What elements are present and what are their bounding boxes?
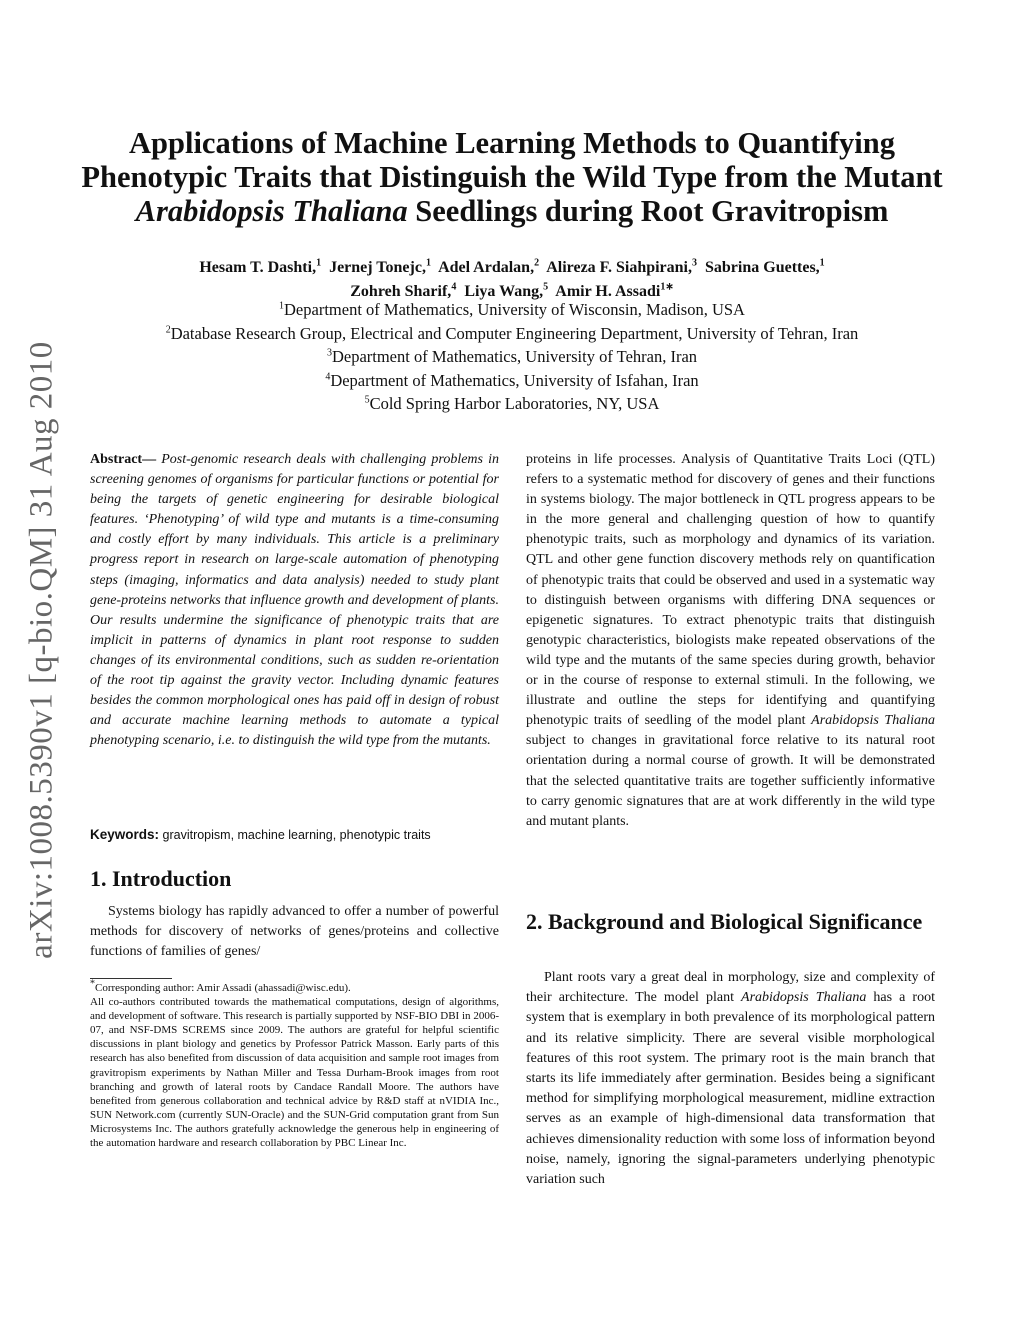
author-sup: 5 (543, 281, 549, 293)
title-line-2: Phenotypic Traits that Distinguish the Wild Type from the Mutant (81, 160, 943, 194)
author: Amir H. Assadi (555, 283, 661, 300)
keywords-label: Keywords: (90, 827, 160, 842)
background-text (526, 968, 935, 1190)
author-sup: 4 (451, 281, 457, 293)
affiliation-text: Database Research Group, Electrical and Computer Engineering Department, University of Tehran, Iran (170, 323, 859, 343)
affiliation-sup: 1 (279, 300, 285, 312)
intro-heading: 1. Introduction (90, 866, 232, 891)
author-sup: 2 (534, 257, 540, 269)
affiliations (80, 298, 944, 416)
affiliation-sup: 4 (325, 371, 331, 382)
abstract-label: Abstract— (90, 452, 157, 467)
intro-continued-text: proteins in life processes. Analysis of Quantitative Traits Loci (QTL) refers to a systematic method for discovery of genes and their functions in systems biology. The major bottleneck in QTL progress appears to be in the more general and challenging question of how to quantify phenotypic traits, such as morphology and dynamics of its variation. QTL and other gene function discovery methods rely on quantification of phenotypic traits that could be observed and used in a systematic way to distinguish between organisms with differing DNA sequences or epigenetic signatures. To extract phenotypic traits that distinguish genotypic characteristics, biologists make repeated observations of the wild type and the mutants of the same species during growth, behavior or in the course of response to external stimuli. In the following, we illustrate and outline the steps for identifying and quantifying phenotypic traits of seedling of the model plant (526, 452, 935, 729)
footnote-body: All co-authors contributed towards the mathematical computations, design of algorithms, and development of software. This research is partially supported by NSF-BIO DBI in 2006-07, and NSF-DMS SCREMS since 2009. The authors are grateful for helpful scientific discussions in plant biology and genetics by Professor Patrick Masson. Early parts of this research has also benefited from discussion of data acquisition and sample root images from gravitropism experiments by Nathan Miller and Tessa Durham-Brook images from root branching and growth of lateral roots by Candace Randall Moore. The authors have benefited from generous collaboration and technical advice by R&D staff at nVIDIA Inc., SUN Network.com (currently SUN-Oracle) and the SUN-Grid computation grant from Sun Microsystems Inc. The authors gratefully acknowledge the generous help in engineering of the automation hardware and research collaboration by PBC Linear Inc. (90, 996, 499, 1150)
author: Jernej Tonejc, (329, 259, 426, 276)
arxiv-id: arXiv:1008.5390v1 [q-bio.QM] 31 Aug 2010 (23, 341, 60, 959)
species-name: Arabidopsis Thaliana (741, 990, 867, 1006)
species-name: Arabidopsis Thaliana (135, 194, 408, 228)
footnote-corresponding (90, 978, 499, 995)
title-line-3 (80, 194, 944, 228)
affiliation-sup: 3 (326, 347, 332, 359)
corresponding-author: Corresponding author: Amir Assadi (ahassadi@wisc.edu). (95, 982, 351, 994)
author-sup: 3 (692, 257, 697, 269)
intro-continued (526, 450, 935, 832)
affiliation (80, 392, 944, 416)
author: Hesam T. Dashti, (199, 259, 317, 276)
affiliation (80, 298, 944, 322)
title-line-1: Applications of Machine Learning Methods to Quantifying (129, 126, 895, 160)
author-list (80, 256, 944, 304)
keywords-text: gravitropism, machine learning, phenotypic traits (159, 828, 431, 842)
author-sup: 1 (316, 257, 322, 269)
intro-text: Systems biology has rapidly advanced to offer a number of powerful methods for discovery of networks of genes/proteins and collective functions of families of genes/ (90, 904, 499, 960)
intro-continued-text-end: subject to changes in gravitational force relative to its natural root orientation during a normal course of growth. It will be demonstrated that the selected quantitative traits are together sufficiently informative to carry genomic signatures that are at work differently in the wild type and mutant plants. (526, 733, 935, 829)
arxiv-stamp (12, 330, 72, 970)
author: Zohreh Sharif, (350, 283, 452, 300)
author-sup: 1 (425, 257, 431, 269)
background-heading: 2. Background and Biological Significance (526, 909, 923, 934)
author-sup: 1∗ (660, 281, 674, 293)
affiliation-text: Department of Mathematics, University of Isfahan, Iran (330, 370, 699, 390)
affiliation-text: Cold Spring Harbor Laboratories, NY, USA (369, 394, 660, 413)
affiliation-text: Department of Mathematics, University of Wisconsin, Madison, USA (284, 300, 745, 319)
author: Adel Ardalan, (438, 259, 535, 276)
affiliation (80, 345, 944, 369)
abstract (90, 450, 499, 751)
background-text-start: Plant roots vary a great deal in morphology, size and complexity of their architecture. The model plant (526, 970, 935, 1006)
affiliation-text: Department of Mathematics, University of Tehran, Iran (331, 347, 698, 366)
affiliation-sup: 5 (364, 394, 370, 406)
author-line-1 (80, 256, 944, 280)
background-text-end: has a root system that is exemplary in both prevalence of its morphological pattern and its relative simplicity. There are several visible morphological features of this root system. The primary root is the main branch that starts its life immediately after germination. Besides being a significant method for simplifying morphological measurement, midline extraction serves as an example of high-dimensional data transformation that achieves dimensionality reduction with some loss of information beyond noise, namely, ignoring the signal-parameters underlying phenotypic variation such (526, 990, 935, 1188)
affiliation-sup: 2 (165, 324, 171, 335)
author: Liya Wang, (464, 283, 544, 300)
footnote-mark: * (90, 978, 95, 990)
affiliation (80, 322, 944, 346)
author: Sabrina Guettes, (705, 259, 820, 276)
affiliation (80, 369, 944, 393)
author-sup: 1 (819, 257, 825, 269)
paper-title (80, 126, 944, 228)
keywords (90, 826, 499, 844)
footnote-rule (90, 978, 172, 979)
abstract-text: Post-genomic research deals with challenging problems in screening genomes of organisms for particular functions or potential for being the targets of genetic engineering for desirable biological features. ‘Phenotyping’ of wild type and mutants is a time-consuming and costly effort by many individuals. This article is a preliminary progress report in research on large-scale automation of phenotyping steps (imaging, informatics and data analysis) needed to study plant gene-proteins networks that influence growth and development of plants. Our results undermine the significance of phenotypic traits that are implicit in patterns of dynamics in plant root response to sudden changes of its environmental conditions, such as sudden re-orientation of the root tip against the gravity vector. Including dynamic features besides the common morphological ones has paid off in design of robust and accurate machine learning methods to automate a typical phenotyping scenario, i.e. to distinguish the wild type from the mutants. (90, 452, 499, 749)
footnote (90, 978, 499, 1150)
species-name: Arabidopsis Thaliana (811, 713, 935, 729)
title-line-3-rest: Seedlings during Root Gravitropism (407, 194, 889, 228)
author: Alireza F. Siahpirani, (546, 259, 692, 276)
